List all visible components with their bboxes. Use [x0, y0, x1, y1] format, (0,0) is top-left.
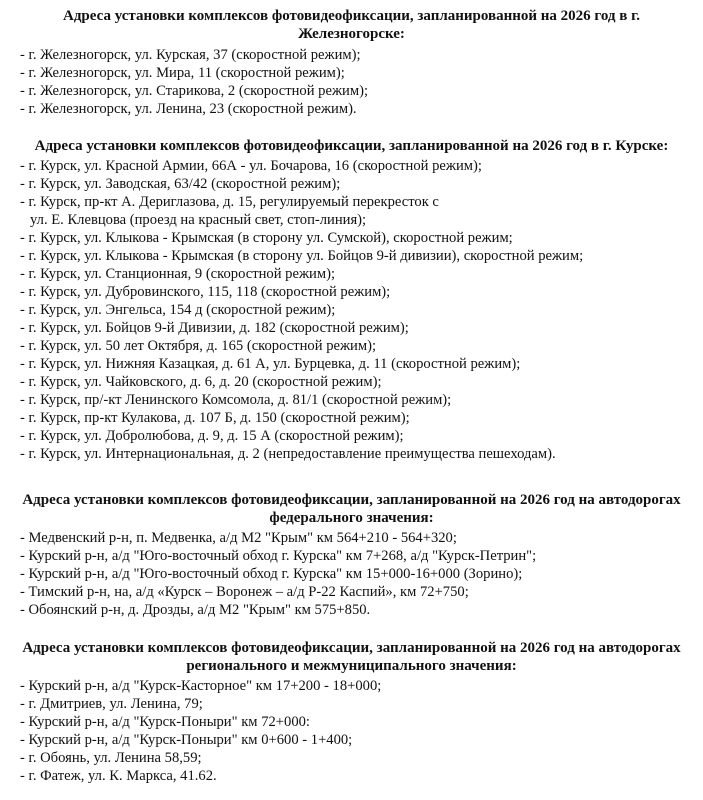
list-item: - Курский р-н, а/д "Юго-восточный обход г. Курска" км 7+268, а/д "Курск-Петрин"; [20, 548, 537, 564]
list-item: - Курский р-н, а/д "Юго-восточный обход г. Курска" км 15+000-16+000 (Зорино); [20, 566, 523, 582]
list-item: - г. Курск, ул. Энгельса, 154 д (скоростной режим); [20, 301, 336, 318]
list-item: - г. Курск, ул. Чайковского, д. 6, д. 20 (скоростной режим); [20, 373, 382, 390]
section-heading: Адреса установки комплексов фотовидеофиксации, запланированной на 2026 год в г. Курске: [34, 138, 669, 154]
list-item: - г. Курск, пр/-кт Ленинского Комсомола, д. 81/1 (скоростной режим); [20, 391, 452, 408]
address-list [0, 677, 703, 785]
list-item: - г. Обоянь, ул. Ленина 58,59; [20, 750, 202, 766]
list-item: - г. Курск, пр-кт А. Дериглазова, д. 15, регулируемый перекресток с [20, 193, 439, 210]
section-heading: Адреса установки комплексов фотовидеофиксации, запланированной на 2026 год на автодорогах регионального и межмуниципального значения: [22, 640, 681, 674]
list-item: - г. Курск, ул. Добролюбова, д. 9, д. 15 А (скоростной режим); [20, 427, 404, 444]
list-item: - Курский р-н, а/д "Курск-Поныри" км 0+600 - 1+400; [20, 732, 353, 748]
list-item: - г. Курск, ул. Дубровинского, 115, 118 (скоростной режим); [20, 283, 391, 300]
list-item: - Курский р-н, а/д "Курск-Поныри" км 72+000: [20, 714, 310, 730]
list-item: - г. Курск, ул. Заводская, 63/42 (скоростной режим); [20, 175, 341, 192]
address-list [0, 529, 703, 619]
list-item: - г. Железногорск, ул. Курская, 37 (скоростной режим); [20, 47, 361, 63]
list-item: - г. Курск, пр-кт Кулакова, д. 107 Б, д. 150 (скоростной режим); [20, 409, 410, 426]
section-kursk [0, 138, 703, 463]
list-item: - Медвенский р-н, п. Медвенка, а/д М2 "Крым" км 564+210 - 564+320; [20, 530, 457, 546]
list-item: - г. Железногорск, ул. Старикова, 2 (скоростной режим); [20, 83, 369, 99]
list-item: - г. Железногорск, ул. Мира, 11 (скоростной режим); [20, 65, 345, 81]
list-item: - г. Курск, ул. Нижняя Казацкая, д. 61 А, ул. Бурцевка, д. 11 (скоростной режим); [20, 355, 521, 372]
list-item: - г. Фатеж, ул. К. Маркса, 41.62. [20, 768, 217, 784]
section-federal-roads [0, 492, 703, 619]
list-item: - г. Курск, ул. Станционная, 9 (скоростной режим); [20, 265, 336, 282]
address-list [0, 157, 703, 463]
list-item: - г. Курск, ул. Клыкова - Крымская (в сторону ул. Бойцов 9-й дивизии), скоростной режим; [20, 247, 584, 264]
list-item: - г. Железногорск, ул. Ленина, 23 (скоростной режим). [20, 101, 357, 117]
list-item: - Обоянский р-н, д. Дрозды, а/д М2 "Крым" км 575+850. [20, 602, 371, 618]
list-item: - г. Курск, ул. Клыкова - Крымская (в сторону ул. Сумской), скоростной режим; [20, 229, 513, 246]
list-item: - г. Дмитриев, ул. Ленина, 79; [20, 696, 203, 712]
list-item: ул. Е. Клевцова (проезд на красный свет, стоп-линия); [30, 211, 367, 228]
list-item: - г. Курск, ул. Интернациональная, д. 2 (непредоставление преимущества пешеходам). [20, 445, 556, 462]
list-item: - Курский р-н, а/д "Курск-Касторное" км 17+200 - 18+000; [20, 678, 382, 694]
address-list [0, 46, 703, 118]
section-zheleznogorsk [0, 8, 703, 118]
list-item: - г. Курск, ул. Бойцов 9-й Дивизии, д. 182 (скоростной режим); [20, 319, 409, 336]
section-regional-roads [0, 640, 703, 785]
list-item: - Тимский р-н, на, а/д «Курск – Воронеж – а/д Р-22 Каспий», км 72+750; [20, 584, 469, 600]
section-heading: Адреса установки комплексов фотовидеофиксации, запланированной на 2026 год на автодорогах федерального значения: [22, 492, 681, 526]
list-item: - г. Курск, ул. 50 лет Октября, д. 165 (скоростной режим); [20, 337, 377, 354]
list-item: - г. Курск, ул. Красной Армии, 66А - ул. Бочарова, 16 (скоростной режим); [20, 157, 482, 174]
section-heading: Адреса установки комплексов фотовидеофиксации, запланированной на 2026 год в г. Железногорске: [63, 8, 640, 42]
